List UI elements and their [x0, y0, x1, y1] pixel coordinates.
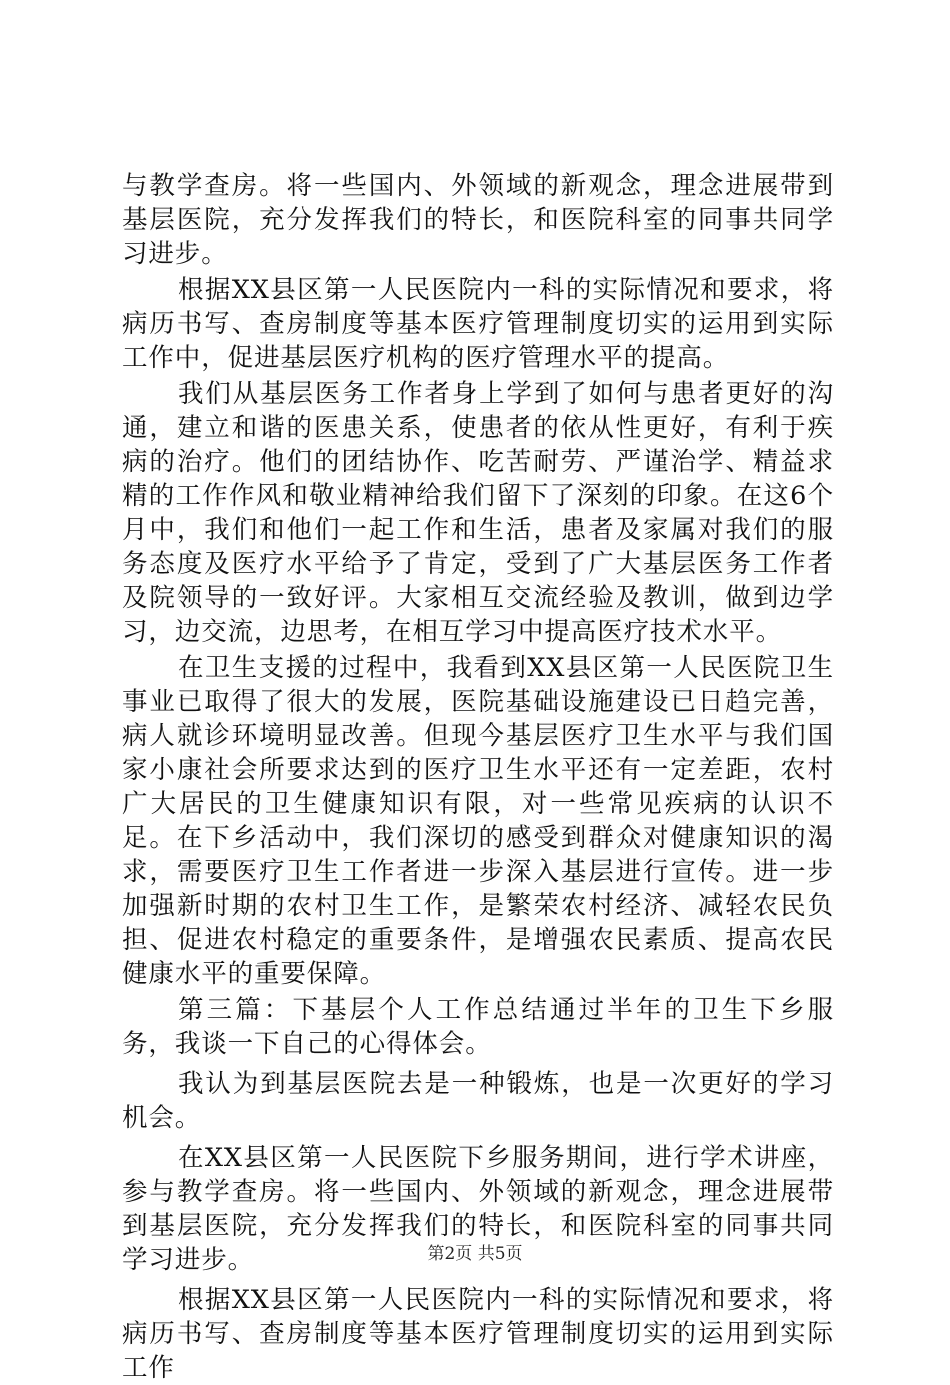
paragraph-5-section-heading: 第三篇：下基层个人工作总结通过半年的卫生下乡服务，我谈一下自己的心得体会。 — [122, 995, 834, 1059]
paragraph-3: 我们从基层医务工作者身上学到了如何与患者更好的沟通，建立和谐的医患关系，使患者的依从性更好，有利于疾病的治疗。他们的团结协作、吃苦耐劳、严谨治学、精益求精的工作作风和敬业精神给我们留下了深刻的印象。在这6个月中，我们和他们一起工作和生活，患者及家属对我们的服务态度及医疗水平给予了肯定，受到了广大基层医务工作者及院领导的一致好评。大家相互交流经验及教训，做到边学习，边交流，边思考，在相互学习中提高医疗技术水平。 — [122, 379, 834, 647]
document-body — [122, 169, 834, 1385]
paragraph-2: 根据XX县区第一人民医院内一科的实际情况和要求，将病历书写、查房制度等基本医疗管理制度切实的运用到实际工作中，促进基层医疗机构的医疗管理水平的提高。 — [122, 275, 834, 373]
paragraph-6: 我认为到基层医院去是一种锻炼，也是一次更好的学习机会。 — [122, 1069, 834, 1133]
paragraph-7: 在XX县区第一人民医院下乡服务期间，进行学术讲座，参与教学查房。将一些国内、外领域的新观念，理念进展带到基层医院，充分发挥我们的特长，和医院科室的同事共同学习进步。 — [122, 1143, 834, 1275]
paragraph-8: 根据XX县区第一人民医院内一科的实际情况和要求，将病历书写、查房制度等基本医疗管理制度切实的运用到实际工作 — [122, 1285, 834, 1383]
paragraph-1: 与教学查房。将一些国内、外领域的新观念，理念进展带到基层医院，充分发挥我们的特长，和医院科室的同事共同学习进步。 — [122, 171, 834, 269]
page-number-footer: 第2页 共5页 — [427, 1244, 523, 1264]
paragraph-4: 在卫生支援的过程中，我看到XX县区第一人民医院卫生事业已取得了很大的发展，医院基础设施建设已日趋完善，病人就诊环境明显改善。但现今基层医疗卫生水平与我们国家小康社会所要求达到的医疗卫生水平还有一定差距，农村广大居民的卫生健康知识有限，对一些常见疾病的认识不足。在下乡活动中，我们深切的感受到群众对健康知识的渴求，需要医疗卫生工作者进一步深入基层进行宣传。进一步加强新时期的农村卫生工作，是繁荣农村经济、减轻农民负担、促进农村稳定的重要条件，是增强农民素质、提高农民健康水平的重要保障。 — [122, 653, 834, 989]
